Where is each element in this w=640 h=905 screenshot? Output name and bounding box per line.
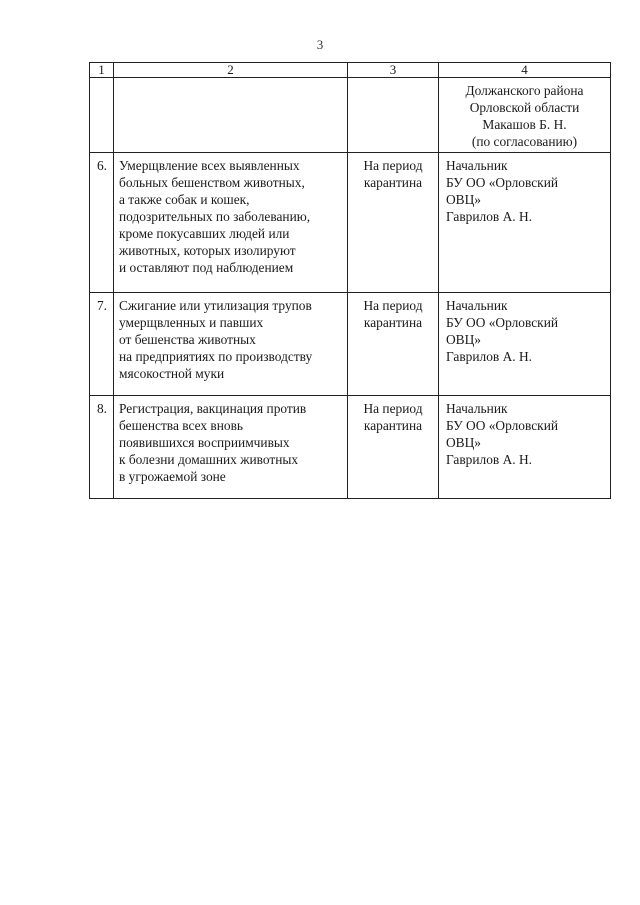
row-measure bbox=[114, 78, 348, 153]
row-number: 7. bbox=[90, 293, 114, 396]
column-header-number: 1 bbox=[90, 63, 114, 78]
row-responsible: Начальник БУ ОО «Орловский ОВЦ» Гаврилов А. Н. bbox=[439, 293, 611, 396]
table-row bbox=[90, 293, 611, 396]
row-responsible: Должанского района Орловской области Макашов Б. Н. (по согласованию) bbox=[439, 78, 611, 153]
row-number: 8. bbox=[90, 396, 114, 499]
row-responsible: Начальник БУ ОО «Орловский ОВЦ» Гаврилов А. Н. bbox=[439, 396, 611, 499]
row-term: На период карантина bbox=[348, 153, 439, 293]
table-row-continuation bbox=[90, 78, 611, 153]
row-measure: Умерщвление всех выявленных больных бешенством животных, а также собак и кошек, подозрительных по заболеванию, кроме покусавших людей или животных, которых изолируют и оставляют под наблюдением bbox=[114, 153, 348, 293]
measures-table bbox=[89, 62, 611, 499]
page-number: 3 bbox=[316, 37, 324, 52]
column-header-term: 3 bbox=[348, 63, 439, 78]
row-measure: Сжигание или утилизация трупов умерщвленных и павших от бешенства животных на предприятиях по производству мясокостной муки bbox=[114, 293, 348, 396]
row-term: На период карантина bbox=[348, 396, 439, 499]
table-row bbox=[90, 396, 611, 499]
table-header-row bbox=[90, 63, 611, 78]
row-measure: Регистрация, вакцинация против бешенства всех вновь появившихся восприимчивых к болезни домашних животных в угрожаемой зоне bbox=[114, 396, 348, 499]
row-term bbox=[348, 78, 439, 153]
row-number: 6. bbox=[90, 153, 114, 293]
column-header-responsible: 4 bbox=[439, 63, 611, 78]
row-term: На период карантина bbox=[348, 293, 439, 396]
row-responsible: Начальник БУ ОО «Орловский ОВЦ» Гаврилов А. Н. bbox=[439, 153, 611, 293]
column-header-measure: 2 bbox=[114, 63, 348, 78]
table-row bbox=[90, 153, 611, 293]
row-number bbox=[90, 78, 114, 153]
